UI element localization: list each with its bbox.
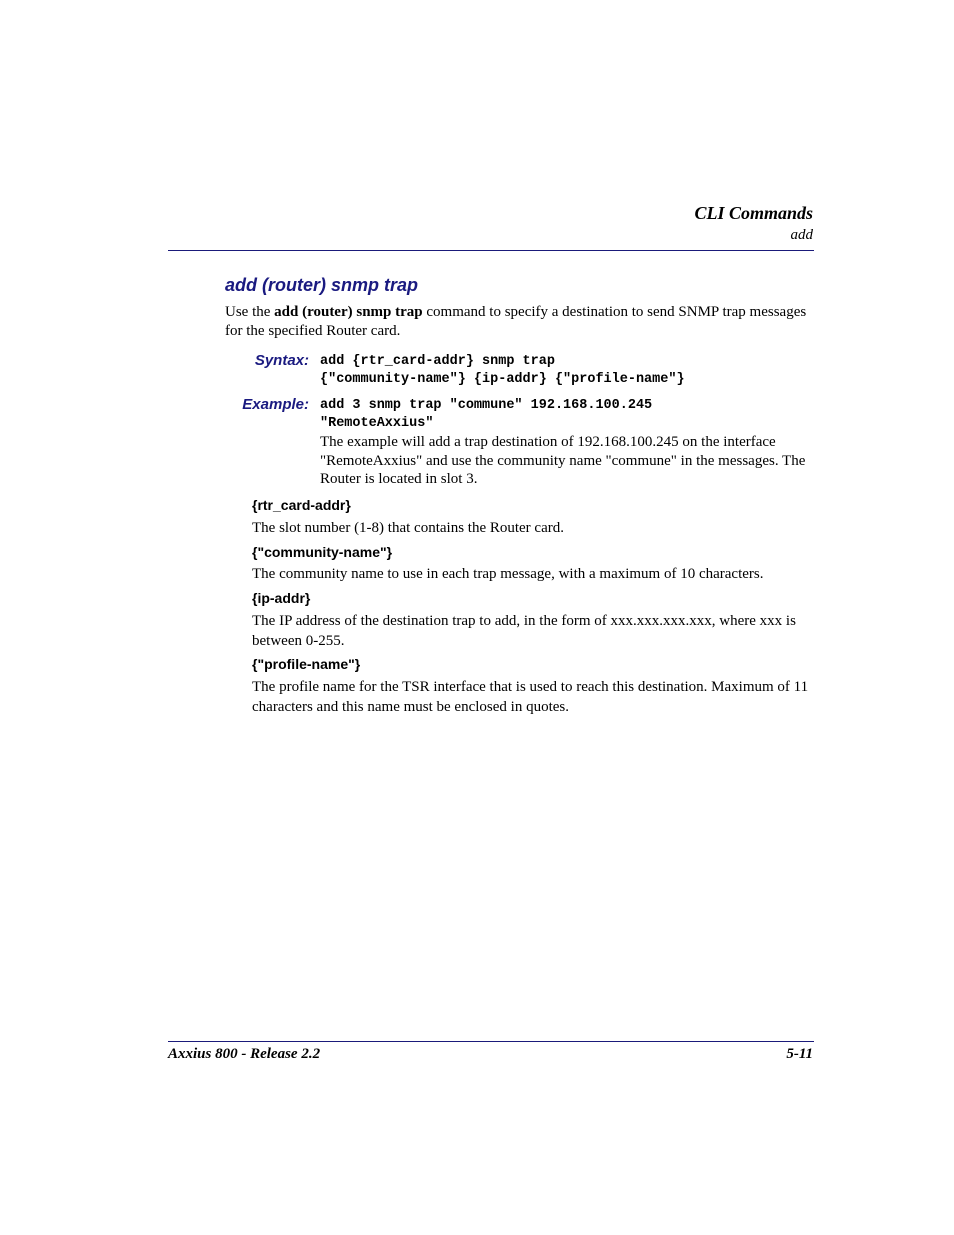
param-desc-profile-name: The profile name for the TSR interface that is used to reach this destination. Maximum of 11 characters and this name must be enclosed in quotes. <box>252 679 809 715</box>
example-description: The example will add a trap destination of 192.168.100.245 on the interface "RemoteAxxius" and use the community name "commune" in the messages. The Router is located in slot 3. <box>320 434 806 487</box>
syntax-label: Syntax: <box>254 352 309 369</box>
param-name-ip-addr: {ip-addr} <box>252 590 311 606</box>
param-desc-community-name: The community name to use in each trap message, with a maximum of 10 characters. <box>252 566 764 582</box>
footer-product-release: Axxius 800 - Release 2.2 <box>168 1046 321 1062</box>
syntax-line-1: add {rtr_card-addr} snmp trap <box>320 354 555 369</box>
example-line-1: add 3 snmp trap "commune" 192.168.100.245 <box>320 398 653 413</box>
footer-page-number: 5-11 <box>786 1046 813 1062</box>
param-desc-rtr-card-addr: The slot number (1-8) that contains the Router card. <box>252 520 564 536</box>
param-name-profile-name: {"profile-name"} <box>252 656 361 672</box>
header-divider <box>168 250 814 251</box>
footer-divider <box>168 1041 814 1042</box>
param-desc-ip-addr: The IP address of the destination trap to add, in the form of xxx.xxx.xxx.xxx, where xxx is between 0-255. <box>252 613 796 649</box>
param-name-rtr-card-addr: {rtr_card-addr} <box>252 497 351 513</box>
intro-paragraph <box>225 303 815 341</box>
running-header-subtitle: add <box>790 227 813 243</box>
intro-text-before: Use the <box>225 304 275 320</box>
section-title: add (router) snmp trap <box>225 275 419 295</box>
example-line-2: "RemoteAxxius" <box>320 416 434 431</box>
example-label: Example: <box>242 396 309 413</box>
intro-command-name: add (router) snmp trap <box>274 304 423 320</box>
syntax-line-2: {"community-name"} {ip-addr} {"profile-name"} <box>320 372 685 387</box>
running-header-title: CLI Commands <box>694 203 813 223</box>
param-name-community-name: {"community-name"} <box>252 544 393 560</box>
intro-text-after: command to specify a destination to send SNMP trap messages for the specified Router card. <box>225 304 807 339</box>
